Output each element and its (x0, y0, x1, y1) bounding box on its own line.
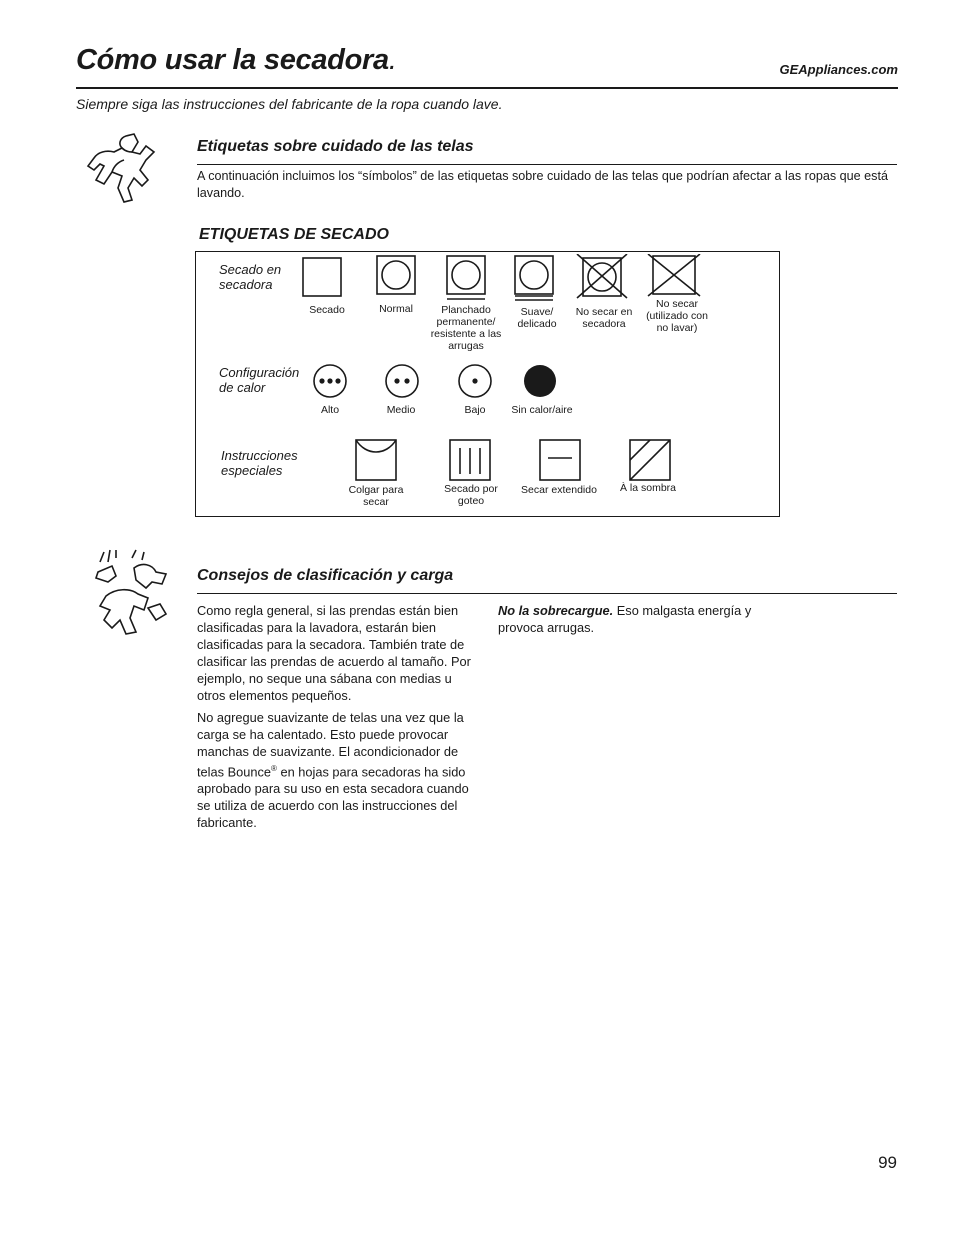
page-number: 99 (878, 1153, 897, 1172)
low-heat-icon (459, 365, 491, 397)
caption-do-not-dry: No secar (utilizado con no lavar) (646, 298, 708, 334)
page-subtitle: Siempre siga las instrucciones del fabricante de la ropa cuando lave. (76, 96, 503, 112)
sorting-paragraph-text: No agregue suavizante de telas una vez que la carga se ha calentado. Esto puede provocar manchas de suavizante. El acondicionador de telas Bounce (197, 710, 464, 780)
do-not-tumble-dry-icon (577, 254, 627, 298)
row-label-line: Configuración (219, 365, 300, 380)
caption-delicate: Suave/ delicado (517, 306, 557, 330)
row-label-line: especiales (221, 463, 283, 478)
sorting-paragraph (498, 602, 780, 636)
no-heat-icon (524, 365, 556, 397)
sorting-paragraph-text: en hojas para secadoras ha sido aprobado para su uso en esta secadora cuando se utiliza de acuerdo con las instrucciones del fabricante. (197, 764, 469, 831)
website-link[interactable]: GEAppliances.com (779, 62, 898, 77)
sorting-heading: Consejos de clasificación y carga (197, 567, 454, 584)
caption-drip-dry: Secado por goteo (444, 483, 498, 507)
drying-labels-title: ETIQUETAS DE SECADO (199, 226, 389, 243)
laundry-pile-icon (86, 548, 178, 638)
do-not-dry-icon (648, 254, 700, 296)
row-label-line: de calor (219, 380, 266, 395)
caption-tumble-dry: Secado (309, 304, 345, 316)
heat-setting-symbols (310, 362, 560, 400)
caption-low: Bajo (464, 404, 486, 416)
fabric-care-heading: Etiquetas sobre cuidado de las telas (197, 138, 474, 155)
row-label-line: Secado en (219, 262, 282, 277)
drip-dry-icon (450, 440, 490, 480)
header-rule (76, 87, 898, 89)
caption-no-heat: Sin calor/aire (511, 404, 573, 416)
dryer-cycle-symbols (300, 254, 720, 302)
page-title-text: Cómo usar la secadora (76, 44, 389, 76)
sorting-left-column (197, 602, 479, 836)
tumble-dry-icon (303, 258, 341, 296)
high-heat-icon (314, 365, 346, 397)
special-instruction-symbols (350, 436, 680, 484)
page-title-period: . (388, 44, 397, 76)
permanent-press-icon (447, 256, 485, 299)
fabric-care-intro: A continuación incluimos los “símbolos” de las etiquetas sobre cuidado de las telas que podrían afectar a las ropas que está lavando. (197, 169, 888, 200)
normal-cycle-icon (377, 256, 415, 294)
page-title (76, 44, 397, 77)
overload-warning-text: Eso malgasta energía y provoca arrugas. (498, 603, 752, 635)
caption-permanent-press: Planchado permanente/ resistente a las arrugas (430, 304, 502, 352)
caption-high: Alto (320, 404, 340, 416)
shirt-and-pants-icon (84, 130, 164, 206)
caption-dry-in-shade: À la sombra (619, 482, 677, 494)
registered-mark: ® (271, 764, 277, 773)
fabric-care-rule (197, 164, 897, 165)
delicate-cycle-icon (515, 256, 553, 300)
caption-line-dry: Colgar para secar (348, 484, 404, 508)
row-label-special (221, 448, 298, 478)
row-label-dryer-cycle (219, 262, 281, 292)
sorting-paragraph (197, 709, 479, 831)
sorting-rule (197, 593, 897, 594)
sorting-paragraph: Como regla general, si las prendas están bien clasificadas para la lavadora, estarán bien clasificadas para la secadora. También trate de clasificar las prendas de acuerdo al tamaño. Por ejemplo, no seque una sábana con medias u otros elementos pequeños. (197, 603, 471, 703)
sorting-right-column (498, 602, 780, 641)
row-label-heat (219, 365, 299, 395)
overload-warning: No la sobrecargue. (498, 603, 614, 618)
medium-heat-icon (386, 365, 418, 397)
dry-flat-icon (540, 440, 580, 480)
row-label-line: Instrucciones (221, 448, 298, 463)
caption-dry-flat: Secar extendido (521, 484, 597, 496)
caption-do-not-tumble-dry: No secar en secadora (575, 306, 633, 330)
caption-medium: Medio (386, 404, 416, 416)
row-label-line: secadora (219, 277, 273, 292)
dry-in-shade-icon (630, 440, 670, 480)
caption-normal: Normal (379, 303, 413, 315)
line-dry-icon (356, 440, 396, 480)
